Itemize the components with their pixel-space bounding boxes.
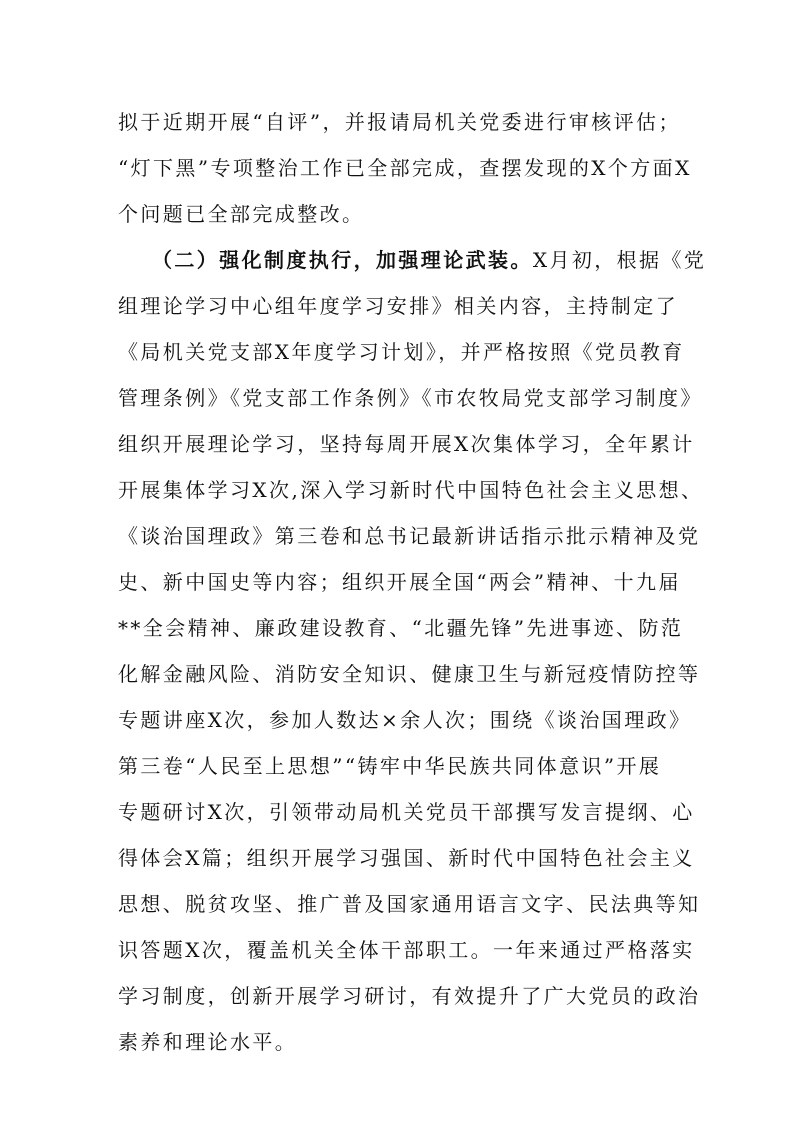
text-line: 《谈治国理政》第三卷和总书记最新讲话指示批示精神及党 — [118, 524, 701, 548]
text-line: 组织开展理论学习，坚持每周开展X次集体学习，全年累计 — [118, 432, 695, 456]
paragraph-2 — [118, 237, 707, 1065]
text-line: **全会精神、廉政建设教育、“北疆先锋”先进事迹、防范 — [118, 616, 684, 640]
paragraph-1 — [118, 99, 692, 237]
text-line: 拟于近期开展“自评”，并报请局机关党委进行审核评估； — [118, 110, 681, 134]
section-heading: （二）强化制度执行，加强理论武装。 — [152, 248, 533, 272]
text-line: 管理条例》《党支部工作条例》《市农牧局党支部学习制度》 — [118, 386, 703, 410]
text-line: “灯下黑”专项整治工作已全部完成，查摆发现的X个方面X — [118, 156, 692, 180]
text-line: 《局机关党支部X年度学习计划》，并严格按照《党员教育 — [118, 340, 685, 364]
text-line: 开展集体学习X次,深入学习新时代中国特色社会主义思想、 — [118, 478, 704, 502]
text-line: 史、新中国史等内容；组织开展全国“两会”精神、十九届 — [118, 570, 681, 594]
text-line: 学习制度，创新开展学习研讨，有效提升了广大党员的政治 — [118, 984, 701, 1008]
text-line: 组理论学习中心组年度学习安排》相关内容，主持制定了 — [118, 294, 678, 318]
text-line: 个问题已全部完成整改。 — [118, 202, 365, 226]
paragraph-first-line — [118, 237, 707, 283]
text-line: 识答题X次，覆盖机关全体干部职工。一年来通过严格落实 — [118, 938, 695, 962]
text-span: X月初，根据《党 — [532, 248, 707, 272]
text-line: 素养和理论水平。 — [118, 1030, 298, 1054]
text-line: 化解金融风险、消防安全知识、健康卫生与新冠疫情防控等 — [118, 662, 701, 686]
document-body — [118, 99, 707, 1065]
text-line: 专题研讨X次，引领带动局机关党员干部撰写发言提纲、心 — [118, 800, 695, 824]
text-line: 得体会X篇；组织开展学习强国、新时代中国特色社会主义 — [118, 846, 695, 870]
text-line: 思想、脱贫攻坚、推广普及国家通用语言文字、民法典等知 — [118, 892, 701, 916]
text-line: 第三卷“人民至上思想”“铸牢中华民族共同体意识”开展 — [118, 754, 662, 778]
text-line: 专题讲座X次，参加人数达×余人次；围绕《谈治国理政》 — [118, 708, 692, 732]
